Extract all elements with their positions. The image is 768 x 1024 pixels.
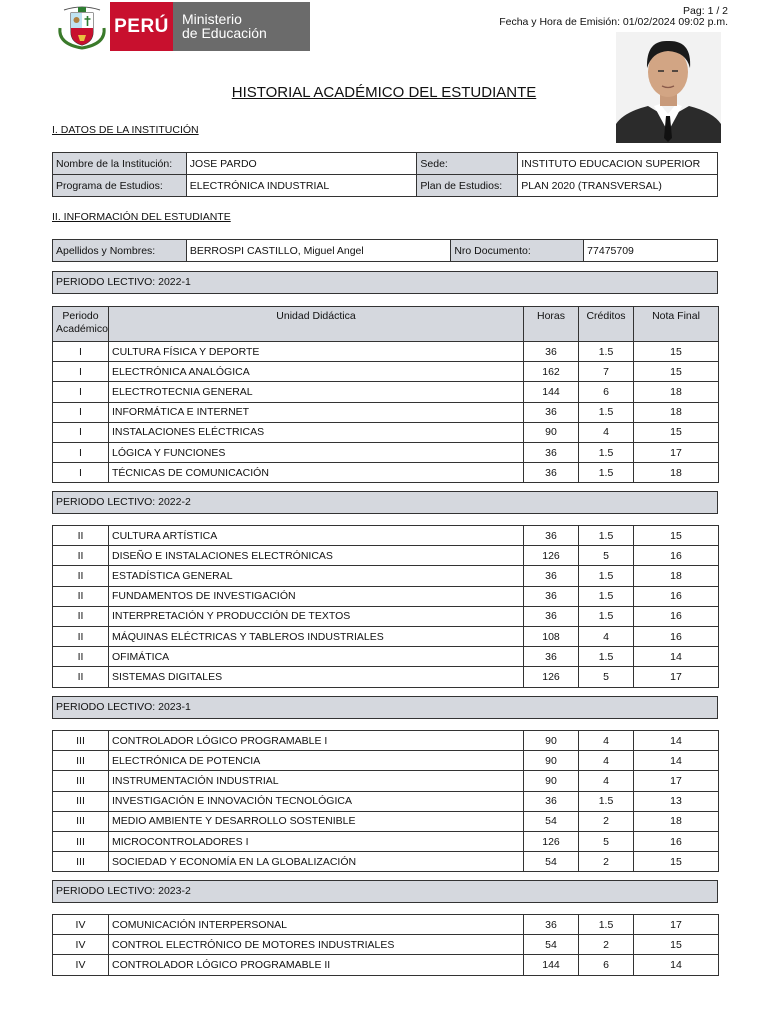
cell-nota: 13: [634, 791, 719, 811]
table-row: [53, 935, 719, 955]
period-header: PERIODO LECTIVO: 2023-1: [52, 696, 718, 719]
cell-horas: 54: [524, 935, 579, 955]
cell-nota: 17: [634, 771, 719, 791]
cell-nota: 18: [634, 382, 719, 402]
cell-unidad: SISTEMAS DIGITALES: [109, 667, 524, 687]
cell-periodo: III: [53, 771, 109, 791]
cell-periodo: III: [53, 831, 109, 851]
cell-creditos: 5: [579, 831, 634, 851]
brand-ministry-line2: de Educación: [182, 25, 267, 41]
cell-nota: 16: [634, 546, 719, 566]
cell-periodo: III: [53, 751, 109, 771]
cell-horas: 126: [524, 831, 579, 851]
cell-nota: 18: [634, 402, 719, 422]
period-header: PERIODO LECTIVO: 2022-2: [52, 491, 718, 514]
cell-periodo: III: [53, 731, 109, 751]
cell-horas: 54: [524, 852, 579, 872]
cell-nota: 15: [634, 526, 719, 546]
document-title: HISTORIAL ACADÉMICO DEL ESTUDIANTE: [231, 84, 537, 101]
cell-nota: 16: [634, 626, 719, 646]
cell-unidad: ELECTRÓNICA ANALÓGICA: [109, 362, 524, 382]
cell-unidad: ESTADÍSTICA GENERAL: [109, 566, 524, 586]
cell-nota: 16: [634, 831, 719, 851]
cell-periodo: I: [53, 382, 109, 402]
cell-nota: 16: [634, 586, 719, 606]
document-number-value: 77475709: [584, 240, 718, 262]
cell-nota: 15: [634, 342, 719, 362]
cell-horas: 36: [524, 915, 579, 935]
cell-unidad: TÉCNICAS DE COMUNICACIÓN: [109, 463, 524, 483]
col-nota-header: Nota Final: [634, 307, 719, 342]
cell-unidad: INSTRUMENTACIÓN INDUSTRIAL: [109, 771, 524, 791]
cell-nota: 16: [634, 606, 719, 626]
table-row: [53, 771, 719, 791]
cell-unidad: MÁQUINAS ELÉCTRICAS Y TABLEROS INDUSTRIALES: [109, 626, 524, 646]
issue-datetime: Fecha y Hora de Emisión: 01/02/2024 09:02 p.m.: [499, 16, 728, 28]
table-row: [53, 362, 719, 382]
cell-creditos: 6: [579, 955, 634, 975]
cell-horas: 36: [524, 342, 579, 362]
cell-unidad: CULTURA ARTÍSTICA: [109, 526, 524, 546]
cell-unidad: DISEÑO E INSTALACIONES ELECTRÓNICAS: [109, 546, 524, 566]
cell-horas: 90: [524, 771, 579, 791]
cell-horas: 36: [524, 791, 579, 811]
table-row: [53, 955, 719, 975]
cell-unidad: LÓGICA Y FUNCIONES: [109, 442, 524, 462]
cell-unidad: CONTROLADOR LÓGICO PROGRAMABLE II: [109, 955, 524, 975]
cell-unidad: INTERPRETACIÓN Y PRODUCCIÓN DE TEXTOS: [109, 606, 524, 626]
table-row: [53, 240, 718, 262]
cell-unidad: CULTURA FÍSICA Y DEPORTE: [109, 342, 524, 362]
cell-periodo: III: [53, 811, 109, 831]
cell-horas: 90: [524, 422, 579, 442]
cell-nota: 17: [634, 667, 719, 687]
cell-creditos: 1.5: [579, 566, 634, 586]
cell-unidad: CONTROLADOR LÓGICO PROGRAMABLE I: [109, 731, 524, 751]
cell-unidad: INSTALACIONES ELÉCTRICAS: [109, 422, 524, 442]
cell-periodo: II: [53, 566, 109, 586]
cell-creditos: 1.5: [579, 791, 634, 811]
cell-horas: 36: [524, 566, 579, 586]
cell-horas: 36: [524, 402, 579, 422]
table-row: [53, 422, 719, 442]
cell-periodo: I: [53, 362, 109, 382]
table-row: [53, 667, 719, 687]
ministry-brand-logo: [110, 2, 310, 51]
cell-unidad: INVESTIGACIÓN E INNOVACIÓN TECNOLÓGICA: [109, 791, 524, 811]
brand-country: PERÚ: [110, 2, 173, 51]
cell-nota: 14: [634, 647, 719, 667]
cell-periodo: I: [53, 342, 109, 362]
document-number-label: Nro Documento:: [451, 240, 584, 262]
period-header: PERIODO LECTIVO: 2022-1: [52, 271, 718, 294]
period-header: PERIODO LECTIVO: 2023-2: [52, 880, 718, 903]
cell-horas: 36: [524, 526, 579, 546]
cell-periodo: I: [53, 422, 109, 442]
cell-unidad: ELECTROTECNIA GENERAL: [109, 382, 524, 402]
cell-periodo: IV: [53, 935, 109, 955]
cell-horas: 108: [524, 626, 579, 646]
cell-nota: 15: [634, 362, 719, 382]
courses-table: [52, 914, 719, 976]
cell-nota: 15: [634, 422, 719, 442]
cell-horas: 36: [524, 606, 579, 626]
cell-creditos: 4: [579, 771, 634, 791]
cell-periodo: III: [53, 852, 109, 872]
cell-nota: 15: [634, 852, 719, 872]
cell-nota: 17: [634, 915, 719, 935]
table-row: [53, 153, 718, 175]
table-row: [53, 402, 719, 422]
cell-horas: 36: [524, 442, 579, 462]
cell-periodo: IV: [53, 915, 109, 935]
cell-nota: 14: [634, 731, 719, 751]
cell-unidad: FUNDAMENTOS DE INVESTIGACIÓN: [109, 586, 524, 606]
cell-periodo: I: [53, 442, 109, 462]
cell-creditos: 1.5: [579, 606, 634, 626]
cell-horas: 90: [524, 731, 579, 751]
cell-periodo: II: [53, 586, 109, 606]
table-row: [53, 791, 719, 811]
col-unidad-header: Unidad Didáctica: [109, 307, 524, 342]
cell-periodo: I: [53, 402, 109, 422]
cell-creditos: 1.5: [579, 342, 634, 362]
col-horas-header: Horas: [524, 307, 579, 342]
table-row: [53, 852, 719, 872]
brand-ministry-line1: Ministerio: [182, 11, 242, 27]
cell-horas: 126: [524, 546, 579, 566]
table-row: [53, 175, 718, 197]
cell-creditos: 5: [579, 667, 634, 687]
cell-creditos: 4: [579, 731, 634, 751]
cell-creditos: 1.5: [579, 526, 634, 546]
cell-nota: 17: [634, 442, 719, 462]
institution-table: [52, 152, 718, 197]
cell-creditos: 1.5: [579, 647, 634, 667]
cell-horas: 162: [524, 362, 579, 382]
col-creditos-header: Créditos: [579, 307, 634, 342]
cell-creditos: 2: [579, 935, 634, 955]
cell-creditos: 1.5: [579, 915, 634, 935]
courses-table: [52, 306, 719, 483]
cell-unidad: MICROCONTROLADORES I: [109, 831, 524, 851]
cell-horas: 90: [524, 751, 579, 771]
cell-creditos: 1.5: [579, 402, 634, 422]
cell-nota: 15: [634, 935, 719, 955]
cell-creditos: 2: [579, 811, 634, 831]
cell-nota: 18: [634, 811, 719, 831]
cell-nota: 14: [634, 751, 719, 771]
student-section-title: II. INFORMACIÓN DEL ESTUDIANTE: [52, 211, 231, 223]
cell-nota: 18: [634, 463, 719, 483]
brand-ministry: [173, 2, 310, 51]
courses-table: [52, 730, 719, 872]
plan-label: Plan de Estudios:: [417, 175, 518, 197]
cell-creditos: 2: [579, 852, 634, 872]
cell-periodo: II: [53, 526, 109, 546]
table-row: [53, 342, 719, 362]
table-row: [53, 915, 719, 935]
student-names-label: Apellidos y Nombres:: [53, 240, 187, 262]
program-label: Programa de Estudios:: [53, 175, 187, 197]
cell-periodo: IV: [53, 955, 109, 975]
cell-periodo: II: [53, 626, 109, 646]
plan-value: PLAN 2020 (TRANSVERSAL): [518, 175, 718, 197]
cell-creditos: 4: [579, 626, 634, 646]
cell-periodo: II: [53, 546, 109, 566]
table-row: [53, 566, 719, 586]
cell-periodo: II: [53, 647, 109, 667]
sede-label: Sede:: [417, 153, 518, 175]
peru-coat-of-arms-icon: [56, 4, 108, 50]
col-periodo-header: Periodo Académico: [53, 307, 109, 342]
cell-creditos: 1.5: [579, 586, 634, 606]
cell-horas: 144: [524, 382, 579, 402]
table-row: [53, 647, 719, 667]
cell-horas: 36: [524, 463, 579, 483]
cell-nota: 18: [634, 566, 719, 586]
student-names-value: BERROSPI CASTILLO, Miguel Angel: [186, 240, 451, 262]
cell-creditos: 7: [579, 362, 634, 382]
cell-unidad: OFIMÁTICA: [109, 647, 524, 667]
cell-periodo: II: [53, 606, 109, 626]
courses-table: [52, 525, 719, 688]
table-row: [53, 586, 719, 606]
institution-name-value: JOSE PARDO: [186, 153, 417, 175]
table-row: [53, 382, 719, 402]
cell-unidad: MEDIO AMBIENTE Y DESARROLLO SOSTENIBLE: [109, 811, 524, 831]
cell-periodo: II: [53, 667, 109, 687]
table-row: [53, 831, 719, 851]
cell-horas: 126: [524, 667, 579, 687]
cell-unidad: ELECTRÓNICA DE POTENCIA: [109, 751, 524, 771]
cell-periodo: I: [53, 463, 109, 483]
table-row: [53, 526, 719, 546]
cell-creditos: 1.5: [579, 463, 634, 483]
institution-section-title: I. DATOS DE LA INSTITUCIÓN: [52, 124, 199, 136]
cell-horas: 36: [524, 586, 579, 606]
student-table: [52, 239, 718, 262]
table-row: [53, 811, 719, 831]
cell-creditos: 4: [579, 422, 634, 442]
table-row: [53, 626, 719, 646]
table-row: [53, 751, 719, 771]
cell-nota: 14: [634, 955, 719, 975]
cell-periodo: III: [53, 791, 109, 811]
table-row: [53, 731, 719, 751]
institution-name-label: Nombre de la Institución:: [53, 153, 187, 175]
table-row: [53, 546, 719, 566]
cell-unidad: INFORMÁTICA E INTERNET: [109, 402, 524, 422]
cell-creditos: 5: [579, 546, 634, 566]
cell-horas: 144: [524, 955, 579, 975]
cell-horas: 36: [524, 647, 579, 667]
cell-creditos: 4: [579, 751, 634, 771]
cell-creditos: 1.5: [579, 442, 634, 462]
cell-unidad: SOCIEDAD Y ECONOMÍA EN LA GLOBALIZACIÓN: [109, 852, 524, 872]
table-header-row: [53, 307, 719, 342]
cell-creditos: 6: [579, 382, 634, 402]
cell-unidad: COMUNICACIÓN INTERPERSONAL: [109, 915, 524, 935]
program-value: ELECTRÓNICA INDUSTRIAL: [186, 175, 417, 197]
cell-unidad: CONTROL ELECTRÓNICO DE MOTORES INDUSTRIALES: [109, 935, 524, 955]
table-row: [53, 463, 719, 483]
table-row: [53, 606, 719, 626]
page-number: Pag: 1 / 2: [683, 5, 728, 17]
table-row: [53, 442, 719, 462]
cell-horas: 54: [524, 811, 579, 831]
sede-value: INSTITUTO EDUCACION SUPERIOR: [518, 153, 718, 175]
